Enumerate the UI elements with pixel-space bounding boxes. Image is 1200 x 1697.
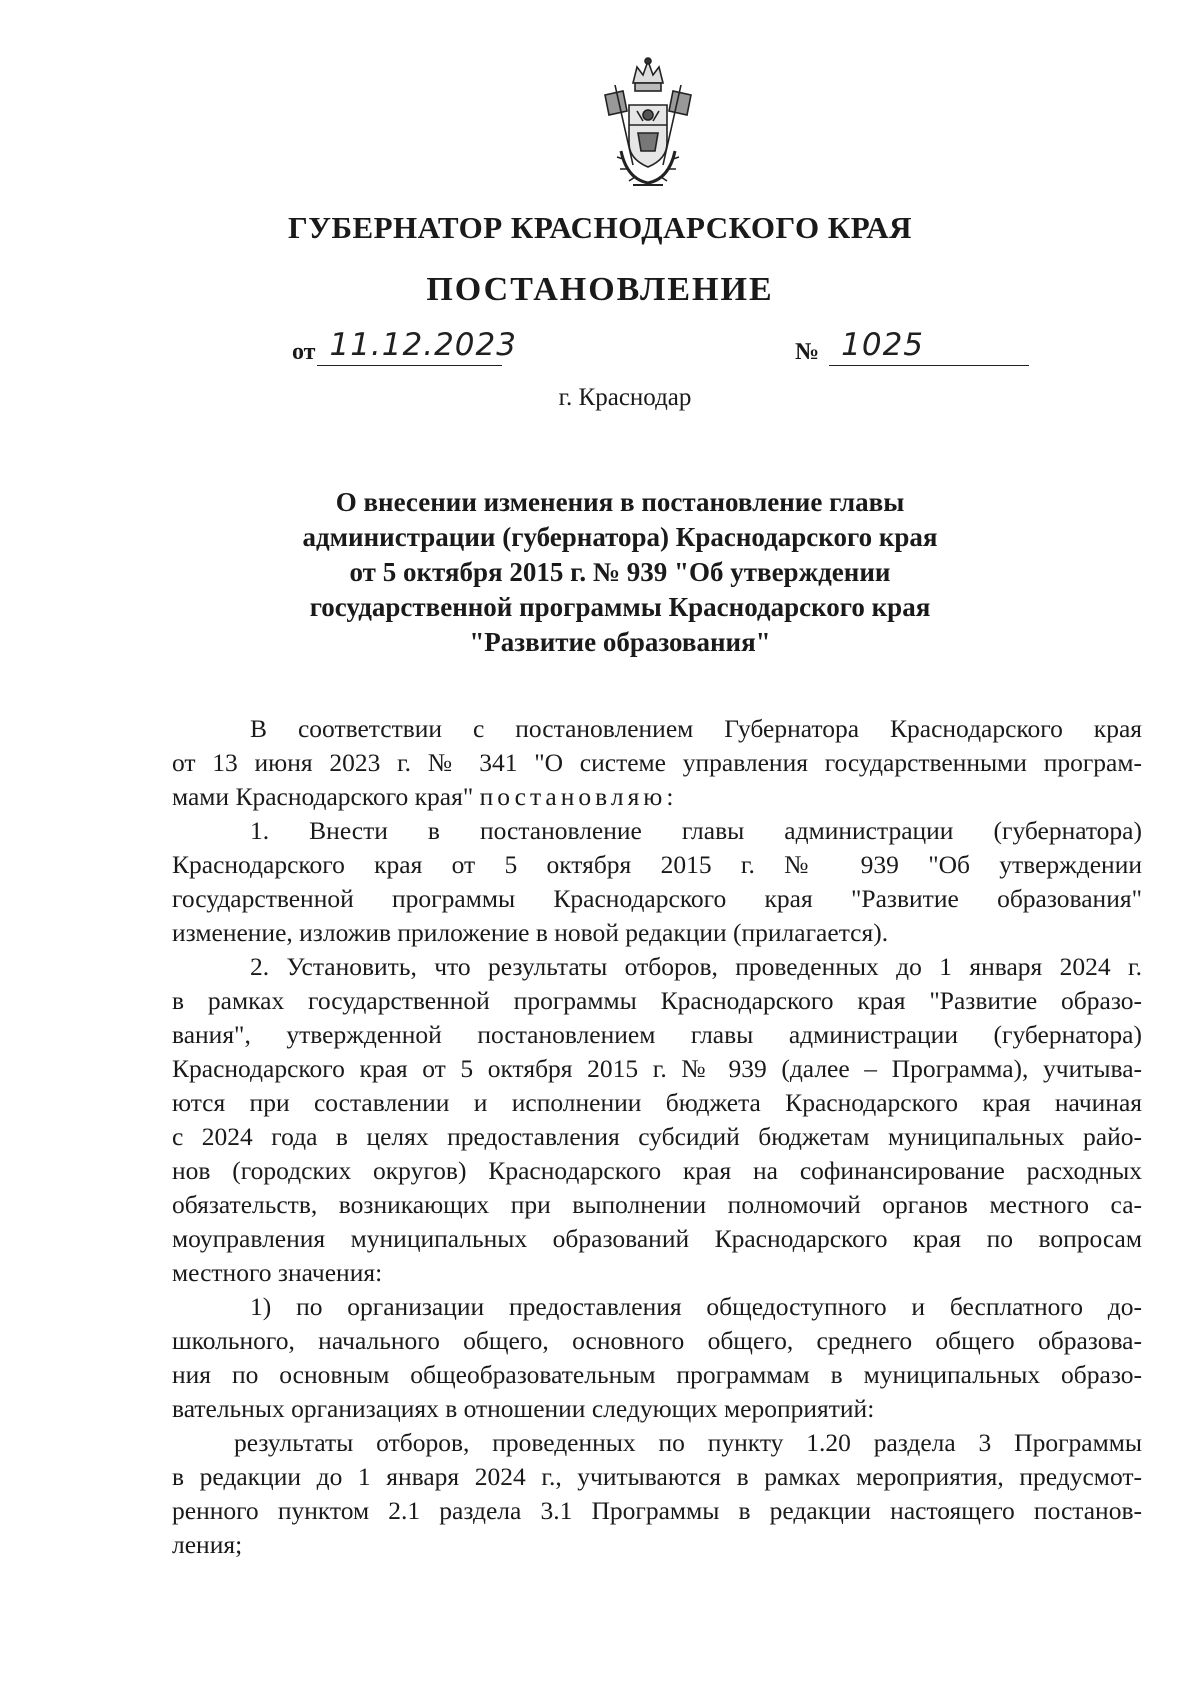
number-line bbox=[829, 327, 1029, 366]
body-line: ния по основным общеобразовательным программам в муниципальных образо- bbox=[172, 1360, 1142, 1389]
issuing-authority: ГУБЕРНАТОР КРАСНОДАРСКОГО КРАЯ bbox=[287, 210, 913, 245]
document-body bbox=[172, 712, 1142, 1562]
body-line: 2. Установить, что результаты отборов, проведенных до 1 января 2024 г. bbox=[250, 952, 1142, 981]
title-line: от 5 октября 2015 г. № 939 "Об утверждении bbox=[349, 557, 891, 587]
resolving-word: постановляю: bbox=[479, 782, 678, 811]
title-line: государственной программы Краснодарского края bbox=[309, 592, 931, 622]
body-line: в редакции до 1 января 2024 г., учитываются в рамках мероприятия, предусмот- bbox=[172, 1462, 1142, 1491]
handwritten-date: 11.12.2023 bbox=[329, 327, 517, 363]
coat-of-arms-emblem bbox=[593, 55, 703, 193]
body-line: от 13 июня 2023 г. № 341 "О системе управления государственными програм- bbox=[172, 748, 1142, 777]
body-line: вательных организациях в отношении следующих мероприятий: bbox=[172, 1394, 875, 1423]
body-line: ются при составлении и исполнении бюджета Краснодарского края начиная bbox=[172, 1088, 1142, 1117]
body-line: вания", утвержденной постановлением главы администрации (губернатора) bbox=[172, 1020, 1142, 1049]
body-line: Краснодарского края от 5 октября 2015 г. № 939 "Об утверждении bbox=[172, 850, 1142, 879]
date-line bbox=[317, 327, 517, 366]
body-line bbox=[172, 780, 1142, 814]
body-line: школьного, начального общего, основного общего, среднего общего образова- bbox=[172, 1326, 1142, 1355]
body-line: ренного пунктом 2.1 раздела 3.1 Программы в редакции настоящего постанов- bbox=[172, 1496, 1142, 1525]
handwritten-number: 1025 bbox=[841, 327, 925, 363]
document-title bbox=[250, 485, 990, 660]
date-field bbox=[292, 327, 517, 366]
body-line: нов (городских округов) Краснодарского края на софинансирование расходных bbox=[172, 1156, 1142, 1185]
body-line: с 2024 года в целях предоставления субсидий бюджетам муниципальных райо- bbox=[172, 1122, 1142, 1151]
body-line: моуправления муниципальных образований Краснодарского края по вопросам bbox=[172, 1224, 1142, 1253]
body-line: Краснодарского края от 5 октября 2015 г. № 939 (далее – Программа), учитыва- bbox=[172, 1054, 1142, 1083]
body-line: государственной программы Краснодарского края "Развитие образования" bbox=[172, 884, 1142, 913]
body-text: мами Краснодарского края" bbox=[172, 782, 474, 811]
document-type: ПОСТАНОВЛЕНИЕ bbox=[426, 271, 774, 308]
body-line: В соответствии с постановлением Губернатора Краснодарского края bbox=[250, 714, 1142, 743]
title-line: "Развитие образования" bbox=[469, 627, 771, 657]
body-line: в рамках государственной программы Краснодарского края "Развитие образо- bbox=[172, 986, 1142, 1015]
body-line: ления; bbox=[172, 1530, 243, 1559]
date-prefix: от bbox=[292, 339, 316, 365]
body-line: 1. Внести в постановление главы администрации (губернатора) bbox=[250, 816, 1142, 845]
body-line: обязательств, возникающих при выполнении полномочий органов местного са- bbox=[172, 1190, 1142, 1219]
number-field bbox=[795, 327, 1029, 366]
body-line: 1) по организации предоставления общедоступного и бесплатного до- bbox=[250, 1292, 1142, 1321]
number-prefix: № bbox=[795, 339, 820, 365]
body-line: результаты отборов, проведенных по пункту 1.20 раздела 3 Программы bbox=[234, 1428, 1142, 1457]
city-name: г. Краснодар bbox=[558, 384, 692, 411]
title-line: администрации (губернатора) Краснодарского края bbox=[302, 522, 938, 552]
body-line: изменение, изложив приложение в новой редакции (прилагается). bbox=[172, 918, 889, 947]
body-line: местного значения: bbox=[172, 1258, 383, 1287]
title-line: О внесении изменения в постановление главы bbox=[335, 487, 905, 517]
